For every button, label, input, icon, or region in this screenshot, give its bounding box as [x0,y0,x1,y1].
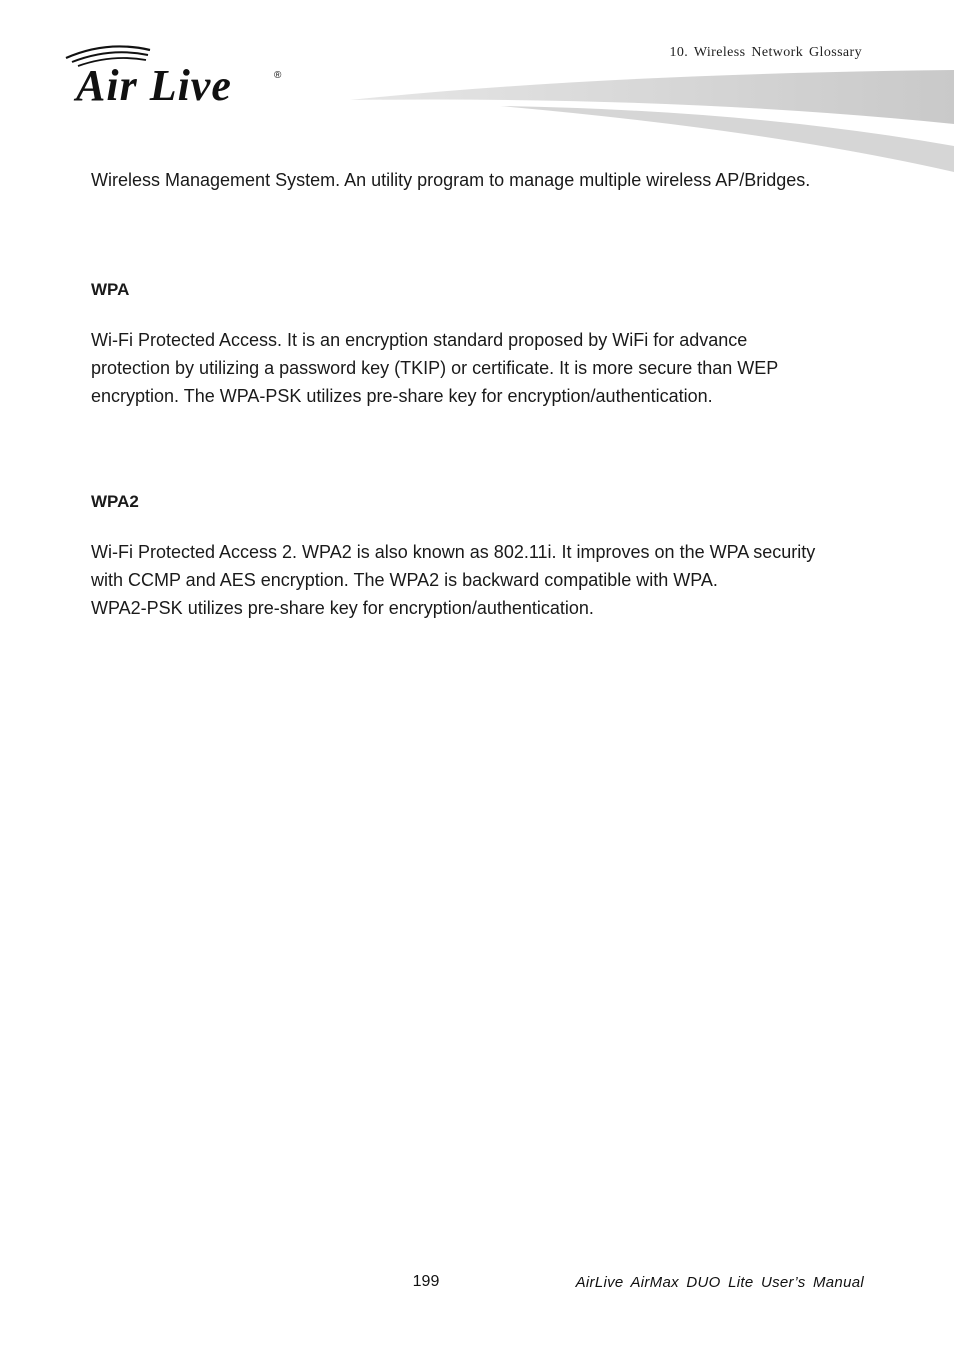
definition-line: protection by utilizing a password key (TKIP) or certificate. It is more secure than WEP [91,358,779,378]
definition-line: with CCMP and AES encryption. The WPA2 is backward compatible with WPA. [91,570,718,590]
definition-line: encryption. The WPA-PSK utilizes pre-share key for encryption/authentication. [91,386,713,406]
registered-mark: ® [274,70,282,81]
definition-line: Wi-Fi Protected Access 2. WPA2 is also known as 802.11i. It improves on the WPA security [91,542,816,562]
term-title-wpa: WPA [91,280,130,299]
term-definition-wpa2 [91,538,871,622]
definition-line: Wi-Fi Protected Access. It is an encryption standard proposed by WiFi for advance [91,330,748,350]
term-title-wpa2: WPA2 [91,492,139,511]
term-definition-wpa [91,326,871,410]
section-title: 10. Wireless Network Glossary [669,45,862,60]
header-swoosh-decoration [350,66,954,178]
definition-line: WPA2-PSK utilizes pre-share key for encryption/authentication. [91,598,594,618]
manual-title: AirLive AirMax DUO Lite User’s Manual [575,1274,864,1291]
page-number: 199 [412,1273,440,1290]
airlive-logo [62,40,292,108]
wms-definition: Wireless Management System. An utility program to manage multiple wireless AP/Bridges. [91,170,811,190]
glossary-content [91,166,871,622]
logo-wordmark: Air Live [76,61,232,108]
